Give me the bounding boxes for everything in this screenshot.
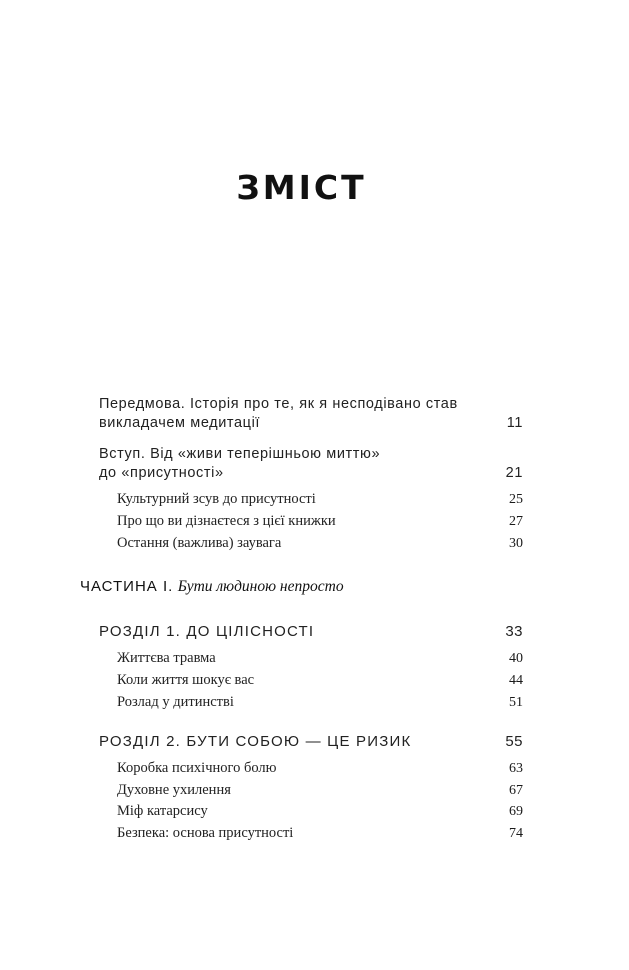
toc-page-number: 55 xyxy=(505,733,523,750)
toc-page-number: 27 xyxy=(509,514,523,529)
part-label: ЧАСТИНА І. xyxy=(80,578,174,595)
toc-page-number: 74 xyxy=(509,826,523,841)
toc-subentry-label: Остання (важлива) заувага xyxy=(117,535,282,551)
toc-subentry-label: Про що ви дізнаєтеся з цієї книжки xyxy=(117,513,336,529)
part-subtitle: Бути людиною непросто xyxy=(177,578,344,595)
toc-subentry-label: Безпека: основа присутності xyxy=(117,825,294,841)
toc-page-number: 11 xyxy=(506,415,523,431)
toc-entry-label: викладачем медитації xyxy=(99,415,261,431)
toc-subentry-label: Розлад у дитинстві xyxy=(117,694,234,710)
toc-subentry-label: Коли життя шокує вас xyxy=(117,672,255,688)
toc-part-heading xyxy=(80,578,344,596)
page-title: ЗМІСТ xyxy=(236,168,367,207)
chapter-title: РОЗДІЛ 2. БУТИ СОБОЮ — ЦЕ РИЗИК xyxy=(99,733,412,750)
toc-entry-label: до «присутності» xyxy=(99,465,224,481)
toc-page-number: 67 xyxy=(509,783,523,798)
toc-page-number: 44 xyxy=(509,673,523,688)
toc-page-number: 63 xyxy=(509,761,523,776)
toc-page-number: 69 xyxy=(509,804,523,819)
toc-subentry-label: Міф катарсису xyxy=(117,803,208,819)
toc-page-number: 30 xyxy=(509,536,523,551)
toc-subentry-label: Коробка психічного болю xyxy=(117,760,277,776)
toc-page-number: 40 xyxy=(509,651,523,666)
toc-subentry-label: Життєва травма xyxy=(117,650,216,666)
toc-entry-label: Вступ. Від «живи теперішньою миттю» xyxy=(99,446,381,462)
chapter-title: РОЗДІЛ 1. ДО ЦІЛІСНОСТІ xyxy=(99,623,315,640)
toc-page-number: 33 xyxy=(505,623,523,640)
toc-page-number: 51 xyxy=(509,695,523,710)
toc-page-number: 25 xyxy=(509,492,523,507)
toc-subentry-label: Культурний зсув до присутності xyxy=(117,491,316,507)
toc-page-number: 21 xyxy=(505,465,523,481)
toc-subentry-label: Духовне ухилення xyxy=(117,782,231,798)
toc-entry-label: Передмова. Історія про те, як я несподівано став xyxy=(99,396,458,412)
